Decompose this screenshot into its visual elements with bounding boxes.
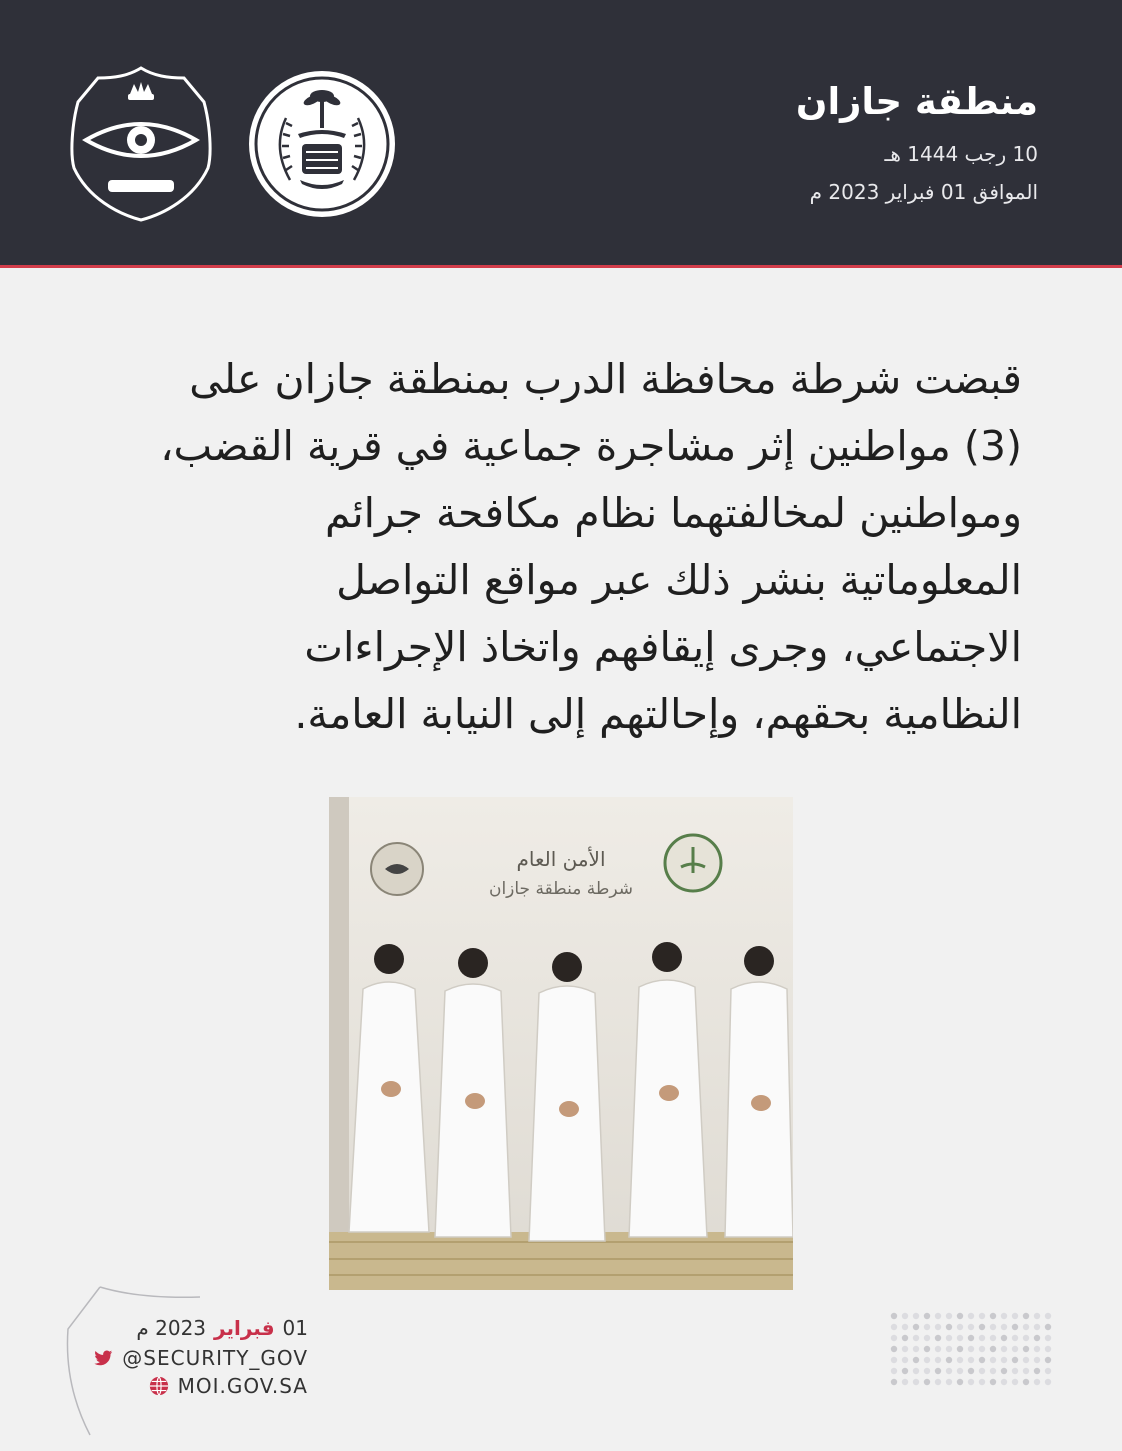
pattern-dot [968, 1335, 974, 1341]
pattern-dot [968, 1368, 974, 1374]
pattern-dot [1034, 1324, 1040, 1330]
pattern-dot [924, 1357, 930, 1363]
pattern-dot [924, 1335, 930, 1341]
pattern-dot [891, 1357, 897, 1363]
globe-icon [148, 1375, 170, 1397]
pattern-dot [990, 1368, 996, 1374]
pattern-dot [1001, 1379, 1007, 1385]
footer-date-year: 2023 م [136, 1316, 207, 1340]
pattern-dot [902, 1379, 908, 1385]
pattern-dot [946, 1368, 952, 1374]
pattern-dot [902, 1346, 908, 1352]
pattern-dot [1034, 1379, 1040, 1385]
pattern-dot [957, 1335, 963, 1341]
pattern-dot [1023, 1368, 1029, 1374]
hijri-date: 10 رجب 1444 هـ [884, 142, 1038, 166]
pattern-dot [957, 1346, 963, 1352]
pattern-dot [913, 1379, 919, 1385]
pattern-dot [968, 1324, 974, 1330]
pattern-dot [1034, 1357, 1040, 1363]
photo-banner-title: الأمن العام [516, 847, 606, 871]
pattern-dot [1045, 1379, 1051, 1385]
pattern-dot [902, 1335, 908, 1341]
pattern-dot [1034, 1313, 1040, 1319]
pattern-dot [979, 1335, 985, 1341]
pattern-dot [957, 1368, 963, 1374]
pattern-dot [1001, 1346, 1007, 1352]
pattern-dot [935, 1346, 941, 1352]
pattern-dot [957, 1324, 963, 1330]
pattern-dot [924, 1313, 930, 1319]
pattern-dot [902, 1357, 908, 1363]
pattern-dot [990, 1313, 996, 1319]
pattern-dot [946, 1357, 952, 1363]
pattern-dot [891, 1335, 897, 1341]
pattern-dot [891, 1368, 897, 1374]
pattern-dot [979, 1324, 985, 1330]
pattern-dot [979, 1379, 985, 1385]
pattern-dot [935, 1357, 941, 1363]
pattern-dot [902, 1324, 908, 1330]
person-figure [725, 946, 793, 1237]
pattern-dot [990, 1379, 996, 1385]
pattern-dot [1034, 1346, 1040, 1352]
pattern-dot [1034, 1335, 1040, 1341]
pattern-dot [913, 1368, 919, 1374]
pattern-dot [935, 1379, 941, 1385]
pattern-dot [990, 1346, 996, 1352]
pattern-dot [946, 1313, 952, 1319]
pattern-dot [968, 1357, 974, 1363]
pattern-dot [1012, 1346, 1018, 1352]
pattern-dot [891, 1313, 897, 1319]
pattern-dot [979, 1346, 985, 1352]
pattern-dot [935, 1335, 941, 1341]
twitter-handle[interactable]: @SECURITY_GOV [122, 1346, 308, 1370]
pattern-dot [990, 1324, 996, 1330]
header-divider [0, 265, 1122, 268]
public-security-badge-icon [68, 64, 214, 222]
article-line: المعلوماتية بنشر ذلك عبر مواقع التواصل [336, 556, 1022, 604]
pattern-dot [1045, 1357, 1051, 1363]
pattern-dot [1045, 1335, 1051, 1341]
twitter-icon [92, 1347, 114, 1369]
pattern-dot [924, 1368, 930, 1374]
pattern-dot [891, 1346, 897, 1352]
pattern-dot [1045, 1368, 1051, 1374]
pattern-dot [1001, 1324, 1007, 1330]
pattern-dot [1012, 1335, 1018, 1341]
article-line: النظامية بحقهم، وإحالتهم إلى النيابة العامة. [294, 690, 1022, 738]
pattern-dot [990, 1357, 996, 1363]
pattern-dot [1023, 1379, 1029, 1385]
pattern-dot [913, 1346, 919, 1352]
pattern-dot [935, 1368, 941, 1374]
pattern-dot [1045, 1324, 1051, 1330]
person-figure [529, 952, 605, 1241]
gregorian-date: الموافق 01 فبراير 2023 م [809, 180, 1038, 204]
article-line: قبضت شرطة محافظة الدرب بمنطقة جازان على [189, 355, 1022, 403]
article-body [96, 346, 1022, 748]
pattern-dot [968, 1346, 974, 1352]
pattern-dot [968, 1313, 974, 1319]
pattern-dot [891, 1379, 897, 1385]
pattern-dot [924, 1324, 930, 1330]
ministry-emblem-icon [246, 68, 398, 220]
pattern-dot [979, 1313, 985, 1319]
pattern-dot [1001, 1368, 1007, 1374]
article-line: ومواطنين لمخالفتهما نظام مكافحة جرائم [324, 489, 1022, 537]
pattern-dot [1023, 1346, 1029, 1352]
pattern-dot [946, 1324, 952, 1330]
pattern-dot [957, 1357, 963, 1363]
region-title: منطقة جازان [795, 80, 1038, 123]
pattern-dot [1023, 1324, 1029, 1330]
pattern-dot [1012, 1313, 1018, 1319]
pattern-dot [957, 1379, 963, 1385]
pattern-dot [946, 1379, 952, 1385]
pattern-dot [902, 1368, 908, 1374]
pattern-dot [1012, 1368, 1018, 1374]
pattern-dot [957, 1313, 963, 1319]
website-link[interactable]: MOI.GOV.SA [177, 1374, 308, 1398]
pattern-dot [979, 1368, 985, 1374]
pattern-dot [990, 1335, 996, 1341]
dot-pattern-icon [888, 1310, 1060, 1392]
pattern-dot [913, 1335, 919, 1341]
pattern-dot [1012, 1324, 1018, 1330]
pattern-dot [1045, 1346, 1051, 1352]
pattern-dot [1001, 1335, 1007, 1341]
pattern-dot [913, 1324, 919, 1330]
pattern-dot [913, 1357, 919, 1363]
pattern-dot [891, 1324, 897, 1330]
pattern-dot [979, 1357, 985, 1363]
pattern-dot [935, 1324, 941, 1330]
pattern-dot [1001, 1357, 1007, 1363]
footer-twitter[interactable] [92, 1346, 308, 1370]
pattern-dot [902, 1313, 908, 1319]
pattern-dot [1023, 1335, 1029, 1341]
article-line: الاجتماعي، وجرى إيقافهم واتخاذ الإجراءات [304, 623, 1022, 671]
footer-date [136, 1316, 308, 1340]
pattern-dot [924, 1379, 930, 1385]
pattern-dot [1012, 1379, 1018, 1385]
news-photo [329, 797, 793, 1290]
person-figure [435, 948, 511, 1237]
pattern-dot [1023, 1357, 1029, 1363]
footer-website[interactable] [148, 1374, 308, 1398]
pattern-dot [1001, 1313, 1007, 1319]
pattern-dot [1023, 1313, 1029, 1319]
pattern-dot [1012, 1357, 1018, 1363]
footer-date-month: فبراير [214, 1316, 275, 1340]
article-line: (3) مواطنين إثر مشاجرة جماعية في قرية القضب، [160, 422, 1022, 470]
photo-banner-subtitle: شرطة منطقة جازان [488, 879, 634, 899]
pattern-dot [924, 1346, 930, 1352]
photo-people [329, 797, 793, 1290]
pattern-dot [1034, 1368, 1040, 1374]
pattern-dot [913, 1313, 919, 1319]
pattern-dot [935, 1313, 941, 1319]
pattern-dot [946, 1335, 952, 1341]
pattern-dot [1045, 1313, 1051, 1319]
footer-date-day: 01 [282, 1316, 308, 1340]
pattern-dot [946, 1346, 952, 1352]
pattern-dot [968, 1379, 974, 1385]
